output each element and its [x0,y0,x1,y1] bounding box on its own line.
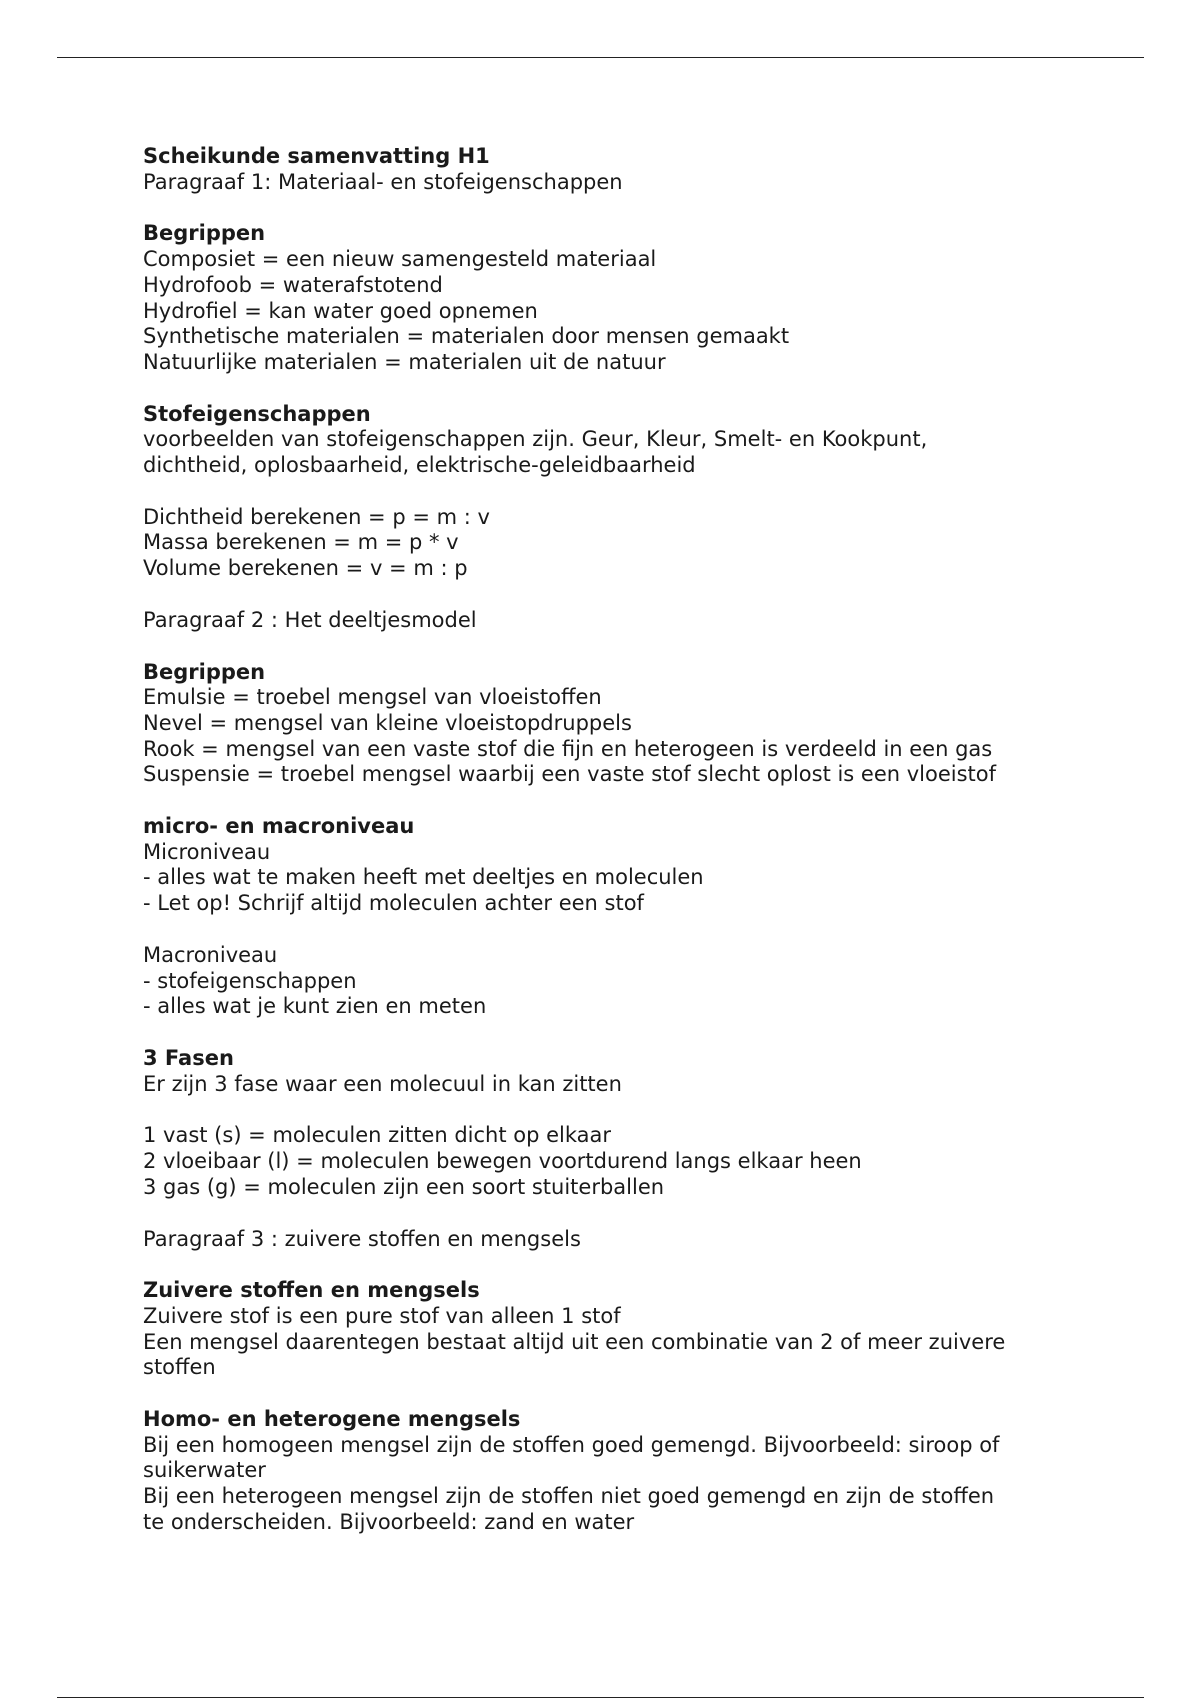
text-line: Er zijn 3 fase waar een molecuul in kan zitten [143,1071,622,1096]
blank-line [143,1381,1063,1407]
text-line: Microniveau [143,839,271,864]
text-line: voorbeelden van stofeigenschappen zijn. Geur, Kleur, Smelt- en Kookpunt, [143,427,928,452]
text-line: - alles wat te maken heeft met deeltjes en moleculen [143,865,704,890]
text-line: Hydrofoob = waterafstotend [143,272,443,297]
text-line: Paragraaf 2 : Het deeltjesmodel [143,607,477,632]
text-line: Nevel = mengsel van kleine vloeistopdruppels [143,710,632,735]
text-line: Natuurlijke materialen = materialen uit de natuur [143,349,666,374]
text-line: Suspensie = troebel mengsel waarbij een vaste stof slecht oplost is een vloeistof [143,762,997,787]
text-line: Composiet = een nieuw samengesteld materiaal [143,247,657,272]
text-line: Macroniveau [143,942,278,967]
text-line: - alles wat je kunt zien en meten [143,994,487,1019]
text-line: suikerwater [143,1458,266,1483]
blank-line [143,634,1063,660]
blank-line [143,1020,1063,1046]
section-heading: micro- en macroniveau [143,814,415,839]
text-line: - Let op! Schrijf altijd moleculen achter een stof [143,891,644,916]
section-heading: Zuivere stoffen en mengsels [143,1278,480,1303]
section-heading: Scheikunde samenvatting H1 [143,144,490,168]
section-heading: 3 Fasen [143,1045,234,1070]
text-line: Synthetische materialen = materialen door mensen gemaakt [143,324,790,349]
text-line: Bij een homogeen mengsel zijn de stoffen goed gemengd. Bijvoorbeeld: siroop of [143,1432,1000,1457]
header-rule [57,57,1144,58]
text-line: 2 vloeibaar (l) = moleculen bewegen voortdurend langs elkaar heen [143,1149,862,1174]
text-line: 1 vast (s) = moleculen zitten dicht op elkaar [143,1123,612,1148]
section-heading: Stofeigenschappen [143,401,371,426]
text-line: Paragraaf 1: Materiaal- en stofeigenschappen [143,169,623,194]
text-line: Hydrofiel = kan water goed opnemen [143,298,538,323]
blank-line [143,1097,1063,1123]
text-line: 3 gas (g) = moleculen zijn een soort stuiterballen [143,1174,665,1199]
blank-line [143,582,1063,608]
blank-line [143,479,1063,505]
text-line: dichtheid, oplosbaarheid, elektrische-geleidbaarheid [143,453,696,478]
blank-line [143,788,1063,814]
blank-line [143,1252,1063,1278]
text-line: Emulsie = troebel mengsel van vloeistoffen [143,685,602,710]
text-line: Paragraaf 3 : zuivere stoffen en mengsels [143,1226,581,1251]
footer-rule [57,1697,1144,1698]
text-line: Massa berekenen = m = p * v [143,530,459,555]
text-line: Zuivere stof is een pure stof van alleen 1 stof [143,1303,621,1328]
text-line: stoffen [143,1355,216,1380]
blank-line [143,917,1063,943]
blank-line [143,1201,1063,1227]
text-line: te onderscheiden. Bijvoorbeeld: zand en water [143,1509,635,1534]
section-heading: Begrippen [143,659,266,684]
text-line: - stofeigenschappen [143,968,357,993]
blank-line [143,195,1063,221]
text-line: Bij een heterogeen mengsel zijn de stoffen niet goed gemengd en zijn de stoffen [143,1484,995,1509]
section-heading: Begrippen [143,221,266,246]
document-body [143,144,1063,1536]
blank-line [143,376,1063,402]
text-line: Volume berekenen = v = m : p [143,556,468,581]
text-line: Dichtheid berekenen = p = m : v [143,504,490,529]
text-line: Rook = mengsel van een vaste stof die fijn en heterogeen is verdeeld in een gas [143,736,993,761]
text-line: Een mengsel daarentegen bestaat altijd uit een combinatie van 2 of meer zuivere [143,1329,1006,1354]
section-heading: Homo- en heterogene mengsels [143,1407,521,1432]
